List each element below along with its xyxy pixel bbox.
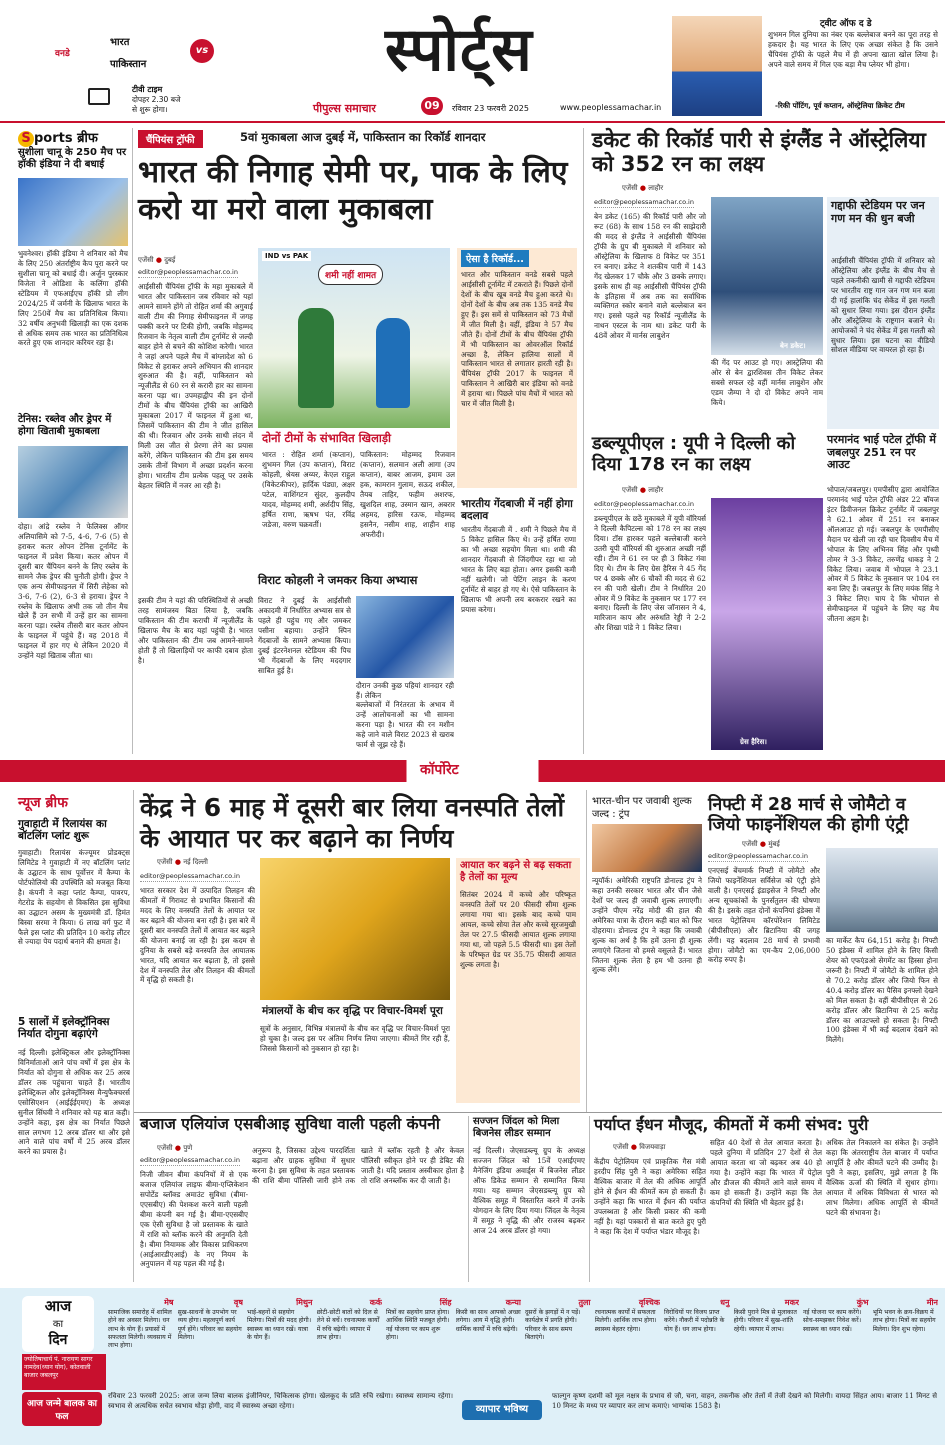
match-team1: भारत — [110, 37, 130, 48]
lead-kicker: 5वां मुकाबला आज दुबई में, पाकिस्तान का रिकॉर्ड शानदार — [240, 130, 486, 144]
brief1-text: भुवनेश्वर। हॉकी इंडिया ने शनिवार को मैच के लिए 250 अंतर्राष्ट्रीय कैप पूरा करने पर सुशीला चानू को बधाई दी। अर्जुन पुरस्कार विजेता ने ओडिशा के कलिंगा हॉकी स्टेडियम में एफआईएच हॉकी प्रो लीग 2024/25 में जर्मनी के खिलाफ भारत के लिए 250वें मैच का प्रतिनिधित्व किया। 32 वर्षीय अनुभवी खिलाड़ी का एक दशक से अधिक समय तक भारत का प्रतिनिधित्व करते हुए एक शानदार करियर रहा है। — [18, 249, 128, 348]
virat-text-1: विराट ने दुबई के आईसीसी अकादमी में निर्धारित अभ्यास सत्र से पहले ही पहुंच गए और जमकर पसीना बहाया। उन्होंने स्पिन गेंदबाजों के सामने अभ्यास किया। दुबई इंटरनेशनल स्टेडियम की पिच भी गेंदबाजों के लिए मददगार साबित हुई है। — [258, 596, 351, 675]
rashi-item — [734, 1298, 800, 1380]
eng-photo — [711, 197, 823, 355]
wpl-photo-caption: ग्रेस हैरिस। — [740, 738, 767, 746]
anthem-text: आईसीसी चैंपियंस ट्रॉफी में शनिवार को ऑस्ट्रेलिया और इंग्लैंड के बीच मैच से पहले तकनीकी खामी से गद्दाफी स्टेडियम पर भारतीय राष्ट्र गान जन गण मन बजा दी गई हालांकि चंद सेकेंड में इस गलती को सुधार लिया गया। इस दौरान इंग्लैंड और ऑस्ट्रेलिया के राष्ट्रगान बजाने थे। आयोजकों ने चंद सेकेंड में इस गलती को सुधार लिया। इस घटना का वीडियो सोशल मीडिया पर वायरल हो रहा है। — [831, 256, 935, 355]
rashi-name: मकर — [784, 1298, 799, 1307]
lead-squad-india: भारत : रोहित शर्मा (कप्तान), शुभमन गिल (उप कप्तान), विराट कोहली, श्रेयस अय्यर, केएल राहुल (विकेटकीपर), हार्दिक पंड्या, अक्षर पटेल, वाशिंगटन सुंदर, कुलदीप यादव, मोहम्मद शमी, अर्शदीप सिंह, हर्षित राणा, ऋषभ पंत, रविंद्र जडेजा, वरुण चक्रवर्ती। — [262, 450, 355, 529]
byline-dot: ● — [174, 1144, 181, 1152]
cartoon-caption: दोनों टीमों के संभावित खिलाड़ी — [262, 431, 391, 445]
nifty-byline-place: मुंबई — [768, 840, 780, 848]
corporate-band-label: कॉर्पोरेट — [420, 762, 459, 778]
rashi-name: तुला — [578, 1298, 591, 1307]
corporate-sub-text: सूत्रों के अनुसार, विभिन्न मंत्रालयों के बीच कर वृद्धि पर विचार-विमर्श पूरा हो चुका है। जल्द इस पर अंतिम निर्णय लिया जाएगा। कीमतें गिर रही हैं, जिससे किसानों को नुकसान हो रहा है। — [260, 1024, 450, 1053]
rashi-item — [108, 1298, 174, 1380]
cartoon-figure-left — [298, 308, 334, 408]
byline-dot: ● — [759, 840, 766, 848]
news-brief-label: न्यूज ब्रीफ — [18, 795, 68, 811]
brief1-photo — [18, 178, 128, 246]
rashi-item — [664, 1298, 730, 1380]
rashi-text: छोटी-छोटी बातों को दिल से लेने से बचें। रचनात्मक कार्यों में रुचि बढ़ेगी। व्यापार में लाभ होगा। — [316, 1308, 380, 1341]
rashi-text: दूसरों के झगड़ों में न पड़ें। कार्यक्षेत्र में प्रगति होगी। परिवार के साथ समय बिताएंगे। — [525, 1308, 581, 1341]
rashi-text: विरोधियों पर विजय प्राप्त करेंगे। नौकरी में पदोन्नति के योग हैं। धन लाभ होगा। — [664, 1308, 725, 1333]
fuel-byline — [613, 1143, 665, 1152]
byline-dot: ● — [630, 1143, 637, 1151]
match-team2: पाकिस्तान — [110, 59, 147, 70]
cartoon-bubble: शमी नहीं शामत — [318, 264, 383, 285]
rashi-name: मीन — [926, 1298, 938, 1307]
col-divider-6 — [589, 1116, 590, 1282]
corporate-band — [0, 760, 945, 782]
nifty-byline-agency: एजेंसी — [742, 840, 758, 848]
byline-dot: ● — [155, 256, 162, 264]
rashi-item — [386, 1298, 452, 1380]
nifty-photo — [826, 848, 938, 932]
news-brief1-text: गुवाहाटी। रिलायंस कंज्यूमर प्रोडक्ट्स लिमिटेड ने गुवाहाटी में नए बॉटलिंग प्लांट के उद्घाटन के साथ पूर्वोत्तर में कैम्पा के पोर्टफोलियो की उपस्थिति को मजबूत किया है। कंपनी ने कहा प्लांट कैम्पा, पावरप, गेटरोड के सहयोग से विकसित इस सुविधा का उद्घाटन असम के मुख्यमंत्री डॉ. हिमंत बिस्वा सरमा ने किया। 6 लाख वर्ग फुट में फैले इस प्लांट की प्रतिदिन 10 करोड़ लीटर से ज्यादा पेय पदार्थ बनाने की क्षमता है। — [18, 848, 130, 947]
cartoon-tag: IND vs PAK — [262, 251, 311, 261]
birthday-label: आज जन्मे बालक का फल — [22, 1392, 102, 1426]
bajaj-email[interactable]: editor@peoplessamachar.co.in — [140, 1156, 240, 1164]
bajaj-byline — [157, 1144, 192, 1153]
rashi-text: मित्रों का सहयोग प्राप्त होगा। आर्थिक स्थिति मजबूत होगी। नई योजना पर काम शुरू होगा। — [386, 1308, 450, 1341]
rashi-name: कर्क — [369, 1298, 382, 1307]
rashi-name: धनु — [720, 1298, 730, 1307]
tv-time-label: टीवी टाइम — [132, 85, 163, 94]
fuel-byline-agency: एजेंसी — [613, 1143, 629, 1151]
wpl-byline-agency: एजेंसी — [622, 486, 638, 494]
nifty-text: एनएसई बेंचमार्क निफ्टी में जोमैटो और जियो फाइनेंशियल सर्विसेज को एंट्री होने वाली है। एनएसई इंडाइसेज ने निफ्टी और अन्य सूचकांकों के पुनर्संतुलन की घोषणा की है। इसके तहत दोनों कंपनियां इंडेक्स में भारत पेट्रोलियम कॉरपोरेशन लिमिटेड (बीपीसीएल) और ब्रिटानिया की जगह लेंगी। यह बदलाव 28 मार्च से प्रभावी होगा। जोमैटो का एम-कैप 2,06,000 करोड़ रुपए है। — [708, 866, 820, 965]
wpl-email[interactable]: editor@peoplessamachar.co.in — [594, 500, 694, 508]
lead-byline-agency: एजेंसी — [138, 256, 154, 264]
business-label: व्यापार भविष्य — [462, 1400, 542, 1420]
page-number — [421, 97, 443, 115]
horoscope-label-ka: का — [52, 1319, 64, 1330]
lead-headline: भारत की निगाह सेमी पर, पाक के लिए करो या मरो वाला मुकाबला — [138, 155, 568, 227]
tweet-author: -रिकी पोंटिंग, पूर्व कप्तान, ऑस्ट्रेलिया क्रिकेट टीम — [775, 101, 905, 110]
rashi-item — [525, 1298, 591, 1380]
tweet-label: ट्वीट ऑफ द डे — [820, 19, 872, 29]
eng-text: बेन डकेट (165) की रिकॉर्ड पारी और जो रूट (68) के साथ 158 रन की साझेदारी की मदद से इंग्लैंड ने आईसीसी चैंपियंस ट्रॉफी के ग्रुप बी मुकाबले में शनिवार को ऑस्ट्रेलिया के खिलाफ 8 विकेट पर 351 रन बनाए। डकेट ने शतकीय पारी में 143 गेंद खेलकर 17 चौके और 3 छक्के लगाए। इसके साथ ही वह आईसीसी चैंपियंस ट्रॉफी के इतिहास में अब तक का सर्वाधिक व्यक्तिगत स्कोर बनाने वाले बल्लेबाज बन गए। इससे पहले यह रिकॉर्ड न्यूजीलैंड के नाथन एस्टल के नाम था। डकेट पारी के 48वें ओवर में मार्नस लाबुशेन — [594, 212, 706, 341]
col-divider-1 — [132, 128, 133, 754]
eng-email[interactable]: editor@peoplessamachar.co.in — [594, 198, 694, 206]
news-brief2-text: नई दिल्ली। इलेक्ट्रिकल और इलेक्ट्रॉनिक्स विनिर्माताओं आने पांच वर्षों में इस क्षेत्र के निर्यात को दोगुना से अधिक कर 25 अरब डॉलर तक पहुंचाना चाहते हैं। भारतीय इलेक्ट्रिकल और इलेक्ट्रॉनिक्स मैन्युफैक्चरर्स एसोसिएशन (आईईईएमए) के अध्यक्ष सुनील सिंघवी ने शनिवार को यह बात कही। उन्होंने कहा, इस क्षेत्र का निर्यात पिछले साल लगभग 12 अरब डॉलर था और इसे आने वाले पांच वर्षों में 25 अरब डॉलर करने का प्रयास है। — [18, 1048, 130, 1157]
wpl-headline: डब्ल्यूपीएल : यूपी ने दिल्ली को दिया 178 रन का लक्ष्य — [592, 433, 796, 475]
bajaj-headline: बजाज एलियांज एसबीआइ सुविधा वाली पहली कंपनी — [140, 1115, 440, 1133]
issue-date: रविवार 23 फरवरी 2025 — [452, 104, 529, 113]
masthead — [0, 0, 945, 122]
corporate-lead-byline — [157, 858, 208, 867]
rashi-name: वृष — [233, 1298, 243, 1307]
rashi-name: सिंह — [439, 1298, 452, 1307]
astrologer-credit: ज्योतिषाचार्य पं. नारायण सागर नामदेव(ध्यान योग), कोतवाली बाजार जबलपुर — [22, 1354, 106, 1390]
horoscope-label-aaj: आज — [44, 1297, 72, 1315]
sports-brief-label — [18, 128, 98, 147]
rashi-name: कन्या — [505, 1298, 521, 1307]
rashi-name: वृश्चिक — [638, 1298, 660, 1307]
jindal-headline: सज्जन जिंदल को मिला बिजनेस लीडर सम्मान — [473, 1116, 560, 1139]
rashi-item — [247, 1298, 313, 1380]
sports-brief-s: S — [18, 131, 34, 147]
byline-dot: ● — [639, 486, 646, 494]
fuel-text-2: सहित 40 देशों से तेल आयात करता है। पहले दुनिया में प्रतिदिन 27 देशों से तेल आयात करता था जो बढ़कर अब 40 हो गया है। उन्होंने कहा कि भारत में पेट्रोल और डीजल की कीमतें आने वाले समय में कम हो सकती हैं। उन्होंने कहा कि तेल कंपनियों की स्थिति भी बेहतर हुई है। — [710, 1138, 822, 1207]
record-text: भारत और पाकिस्तान वनडे सबसे पहले आईसीसी टूर्नामेंट में टकराते हैं। पिछले दोनों देशों के बीच खूब वनडे मैच हुआ करते थे। दोनों देशों के बीच अब तक 135 वनडे मैच हुए हैं। इस समें से पाकिस्तान को 73 मैचों में जीत मिली है। वहीं, इंडिया ने 57 मैच जीते हैं। दोनों टीमों के बीच चैंपियंस ट्रॉफी में भी पाकिस्तान का ओवरऑल रिकॉर्ड अच्छा है, लेकिन हालिया सालों में पाकिस्तान भारत से लगातार हारती रही है। चैंपियंस ट्रॉफी 2017 के फाइनल में पाकिस्तान ने आखिरी बार इंडिया को वनडे में हराया था। पिछले पांच मैचों में भारत को चार में जीत मिली है। — [461, 270, 573, 409]
corporate-lead-place: नई दिल्ली — [183, 858, 208, 866]
lead-email[interactable]: editor@peoplessamachar.co.in — [138, 268, 238, 276]
brief2-text: दोहा। आंद्रे रब्लेव ने फेलिक्स ऑगर अलियासिमे को 7-5, 4-6, 7-6 (5) से हराकर कतर ओपन टेनिस टूर्नामेंट के फाइनल में प्रवेश किया। कतर ओपन में दूसरी बार चैंपियन बनने के लिए रब्लेव के सामने जैक ड्रेपर की चुनौती होगी। ड्रेपर ने एक अन्य सेमीफाइनल में सिरी लेहेका को 3-6, 7-6 (2), 6-3 से हराया। ड्रेपर ने रब्लेव के खिलाफ अभी तक जो तीन मैच खेले हैं उन सभी में उन्हें हार का सामना करना पड़ा। रब्लेव तीसरी बार कतर ओपन के फाइनल में पहुंचे हैं। वह 2018 में फाइनल में हार गए थे लेकिन 2020 में उन्होंने यहां खिताब जीता था। — [18, 522, 128, 661]
lead-byline — [138, 256, 175, 265]
parmanand-text: भोपाल/जबलपुर। एमपीसीए द्वारा आयोजित परमानंद भाई पटेल ट्रॉफी अंडर 22 बॉयज इंटर डिवीजनल क्रिकेट टूर्नामेंट में जबलपुर ने 62.1 ओवर में 251 रन बनाकर ऑलआउट हो गई। जबलपुर के एमपीसीए मैदान पर खेली जा रही चार दिवसीय मैच में भोपाल के लिए अभिनव सिंह और पृथ्वी तोमर ने 3-3 विकेट, तरुणेंद्र धाकड़ ने 2 विकेट लिया। जवाब में भोपाल ने 23.1 ओवर में 5 विकेट के नुकसान पर 104 रन बना लिए हैं। जबलपुर के लिए मयंक सिंह ने 3 विकेट लिए। चाय दे कि भोपाल से सेमीफाइनल में पहुंचने के लिए यह मैच जीतना अहम है। — [827, 485, 939, 624]
masthead-rule — [0, 121, 945, 123]
tv-time-value2: से शुरू होगा। — [132, 105, 168, 114]
horoscope-day-label — [22, 1296, 94, 1352]
rashi-item — [595, 1298, 661, 1380]
nifty-text-2: का मार्केट कैप 64,151 करोड़ है। निफ्टी 50 इंडेक्स में शामिल होने के लिए किसी शेयर को एफएंडओ सेगमेंट का हिस्सा होना जरूरी है। निफ्टी में जोमैटो के शामिल होने से 70.2 करोड़ डॉलर और जियो फिन से 40.4 करोड़ डॉलर का पैसिव इनफ्लो देखने को मिल सकता है। वहीं बीपीसीएल से 26 करोड़ डॉलर और ब्रिटानिया से 25 करोड़ डॉलर का आउटफ्लो हो सकता है। निफ्टी 100 इंडेक्स में भी कई बदलाव देखने को मिलेंगे। — [826, 936, 938, 1045]
trump-title: भारत-चीन पर जवाबी शुल्क जल्द : ट्रंप — [592, 796, 692, 820]
website[interactable]: www.peoplessamachar.in — [560, 103, 662, 112]
trump-photo — [592, 824, 702, 872]
eng-byline — [622, 184, 663, 193]
tv-icon — [88, 88, 110, 105]
brief2-photo — [18, 446, 128, 518]
rashi-item — [803, 1298, 869, 1380]
eng-headline: डकेट की रिकॉर्ड पारी से इंग्लैंड ने ऑस्ट्रेलिया को 352 रन का लक्ष्य — [592, 128, 926, 177]
tweet-author-photo — [672, 16, 762, 116]
col-divider-2 — [583, 128, 584, 754]
corporate-lead-agency: एजेंसी — [157, 858, 173, 866]
wpl-photo — [711, 498, 823, 750]
bajaj-text: निजी जीवन बीमा कंपनियों में से एक बजाज एलियांज लाइफ बीमा-एप्लिकेशन सपोर्टेड ब्लॉक्ड अमाउंट सुविधा (बीमा-एएसबीए) की पेशकश करने वाली पहली बीमा कंपनी बन गई है। बीमा-एएसबीए एक ऐसी सुविधा है जो प्रस्तावक के खाते में राशि को ब्लॉक करने की अनुमति देती है। बीमा नियामक और विकास प्राधिकरण (आईआरडीएआई) के नए नियम के अनुपालन में यह पहल की गई है। — [140, 1170, 248, 1269]
rashi-item — [456, 1298, 522, 1380]
col-divider-4 — [586, 790, 587, 1112]
fuel-text-3: अधिक तेल निकालने का संकेत है। उन्होंने कहा कि अंतरराष्ट्रीय तेल बाजार में पर्याप्त आपूर्ति है और कीमतें घटने की उम्मीद है। पुरी ने कहा, इसलिए, मुझे लगता है कि वैश्विक ऊर्जा की स्थिति में सुधार होगा। आयात में अधिक विविधता से भारत को लाभ मिलेगा। अधिक आपूर्ति से कीमतें घटने की संभावना है। — [826, 1138, 938, 1217]
duty-text: सितंबर 2024 में कच्चे और परिष्कृत वनस्पति तेलों पर 20 फीसदी सीमा शुल्क लगाया गया था। इसके बाद कच्चे पाम आयल, कच्चे सोया तेल और कच्चे सूरजमुखी तेल पर 27.5 फीसदी आयात शुल्क लगाया गया था, जो पहले 5.5 फीसदी था। इस तेलों के परिष्कृत ग्रेड पर 35.75 फीसदी आयात शुल्क लगता है। — [460, 890, 576, 969]
page-number-text: 09 — [424, 99, 440, 112]
virat-text-2: बल्लेबाजों में निरंतरता के अभाव में उन्हें आलोचनाओं का भी सामना करना पड़ा है। भारत की रन मशीन कहे जाने वाले विराट 2023 से खराब फार्म से जूझ रहे हैं। — [356, 700, 454, 749]
wpl-text: डब्ल्यूपीएल के छठें मुकाबले में यूपी वॉरियर्स ने दिल्ली कैपिटल्स को 178 रन का लक्ष्य दिया। टॉस हारकर पहले बल्लेबाजी करने उतरी यूपी वॉरियर्स की शुरुआत अच्छी नहीं रही। टीम ने 61 रन पर ही 3 विकेट गंवा दिए थे। टीम के लिए ग्रेस हैरिस ने 45 गेंद पर 4 छक्के और 6 चौकों की मदद से 62 रन की पारी खेली। टीम ने निर्धारित 20 ओवर में 9 विकेट के नुकसान पर 177 रन बनाए। दिल्ली के लिए जेस जॉनासन ने 4, मारिजान काप और अरुंधति रेड्डी ने 2-2 और शिखा पांडे ने 1 विकेट लिया। — [594, 514, 706, 633]
byline-dot: ● — [174, 858, 181, 866]
trump-text: न्यूयॉर्क। अमेरिकी राष्ट्रपति डोनाल्ड ट्रंप ने कहा उनकी सरकार भारत और चीन जैसे देशों पर जल्द ही जवाबी शुल्क लगाएगी। उन्होंने पीएम नरेंद्र मोदी की हाल की अमेरिका यात्रा के दौरान कही बात को फिर दोहराया। डोनाल्ड ट्रंप ने कहा कि जवाबी शुल्क का अर्थ है कि हमें उतना ही शुल्क लगाएंगे जितना वो हमसे वसूलते हैं। भारत जितना शुल्क लेता है हम भी उतना ही शुल्क लेंगे। — [592, 876, 702, 975]
col-divider-3 — [133, 790, 134, 1282]
odi-label: वनडे — [55, 49, 70, 59]
news-brief1-title: गुवाहाटी में रिलायंस का बॉटलिंग प्लांट शुरू — [18, 818, 107, 843]
rashi-name: कुंभ — [856, 1298, 869, 1307]
rashi-text: रचनात्मक कार्यों में सफलता मिलेगी। आर्थिक लाभ होगा। स्वास्थ्य बेहतर रहेगा। — [594, 1308, 657, 1333]
brand-name: पीपुल्स समाचार — [313, 102, 376, 115]
vs-text: vs — [195, 45, 209, 56]
news-brief2-title: 5 सालों में इलेक्ट्रॉनिक्स निर्यात दोगुना बढ़ाएंगे — [18, 1016, 110, 1041]
rashi-text: भूमि भवन के क्रय-विक्रय में लाभ होगा। मित्रों का सहयोग मिलेगा। दिन शुभ रहेगा। — [872, 1308, 936, 1333]
duty-title: आयात कर बढ़ने से बढ़ सकता है तेलों का मूल्य — [460, 860, 572, 883]
bowling-title: भारतीय गेंदबाजी में नहीं होगा बदलाव — [461, 498, 573, 523]
rashi-text: किसी का साथ आपको अच्छा लगेगा। आय में वृद्धि होगी। धार्मिक कार्यों में रुचि बढ़ेगी। — [455, 1308, 521, 1333]
rashi-text: भाई-बहनों से सहयोग मिलेगा। मित्रों की मदद होगी। स्वास्थ्य का ध्यान रखें। यात्रा के योग हैं। — [247, 1308, 312, 1341]
col-divider-5 — [468, 1116, 469, 1282]
lower-row-rule — [134, 1112, 942, 1113]
rashi-item — [873, 1298, 939, 1380]
tweet-text: शुभमन गिल दुनिया का नंबर एक बल्लेबाज बनने का पूरा तरह से हकदार है। यह भारत के लिए एक अच्छा संकेत है कि उसने चैंपियंस ट्रॉफी के पहले मैच में ही अपना खाता खोल लिया है। अपने वाले समय में गिल एक बड़ा मैच प्लेयर भी होगा। — [768, 30, 938, 70]
wpl-byline — [622, 486, 663, 495]
tv-time-value: दोपहर 2.30 बजे — [132, 95, 181, 104]
rashi-text: नई योजना पर काम करेंगे। सोच-समझकर निवेश करें। स्वास्थ्य का ध्यान रखें। — [803, 1308, 862, 1333]
rashi-item — [317, 1298, 383, 1380]
corporate-sub-headline: मंत्रालयों के बीच कर वृद्धि पर विचार-विमर्श पूरा — [262, 1005, 443, 1017]
lead-tag: चैंपियंस ट्रॉफी — [138, 130, 203, 148]
bajaj-byline-agency: एजेंसी — [157, 1144, 173, 1152]
eng-photo-caption: बेन डकेट। — [780, 342, 806, 350]
rashi-name: मेष — [164, 1298, 174, 1307]
virat-caption: दौरान उनकी कुछ पहियां शानदार रही हैं। लेकिन — [356, 681, 454, 699]
byline-dot: ● — [639, 184, 646, 192]
corporate-lead-text: भारत सरकार देश में उत्पादित तिलहन की कीमतों में गिरावट से प्रभावित किसानों की मदद के लिए वनस्पति तेलों के आयात पर कर बढ़ाने की योजना बना रही है। इस बारे में दूसरी बार वनस्पति तेलों में आयात कर बढ़ाने की योजना बनाई जा रही है। इस कदम से दुनिया के सबसे बड़े वनस्पति तेल आयातक भारत, यदि आयात कर बढ़ाता है, तो इससे देश में वनस्पति तेल और तिलहन की कीमतों में वृद्धि हो सकती है। — [140, 886, 255, 985]
corporate-lead-headline: केंद्र ने 6 माह में दूसरी बार लिया वनस्पति तेलों के आयात पर कर बढ़ाने का निर्णय — [140, 793, 565, 854]
fuel-headline: पर्याप्त ईंधन मौजूद, कीमतों में कमी संभव: पुरी — [594, 1115, 869, 1134]
virat-photo — [356, 596, 454, 678]
rashi-text: सुख-साधनों के उपभोग पर व्यय होगा। महत्वपूर्ण कार्य पूर्ण होंगे। परिवार का सहयोग मिलेगा। — [177, 1308, 242, 1341]
record-title: ऐसा है रिकॉर्ड... — [461, 250, 529, 267]
rashi-text: किसी पुराने मित्र से मुलाकात होगी। परिवार में सुख-शांति रहेगी। व्यापार में लाभ। — [733, 1308, 797, 1333]
cartoon-figure-right — [376, 318, 410, 408]
lead-byline-place: दुबई — [164, 256, 176, 264]
fuel-byline-place: विजयवाड़ा — [639, 1143, 666, 1151]
nifty-byline — [742, 840, 780, 849]
lead-squad-pak: पाकिस्तान: मोहम्मद रिजवान (कप्तान), सलमान अली आगा (उप कप्तान), बाबर आजम, इमाम उल हक, कामरान गुलाम, सऊद शकील, तैयब ताहिर, फहीम अशरफ, खुशदिल शाह, उस्मान खान, अबरार अहमद, हारिस रऊफ, मोहम्मद हसनैन, नसीम शाह, शाहीन शाह अफरीदी। — [360, 450, 455, 539]
brief2-title: टेनिस: रब्लेव और ड्रेपर में होगा खिताबी मुकाबला — [18, 414, 112, 437]
bajaj-text-2: अनुरूप है, जिसका उद्देश्य पारदर्शिता बढ़ाना और ग्राहक सुविधा में सुधार करना है। इस सुविधा के तहत प्रस्तावक की राशि बीमा पॉलिसी जारी होने तक खाते में ब्लॉक रहती है और केवल पॉलिसी स्वीकृत होने पर ही डेबिट की जाती है। यदि प्रस्ताव अस्वीकार होता है तो राशि अनब्लॉक कर दी जाती है। — [252, 1146, 464, 1185]
rashi-name: मिथुन — [296, 1298, 313, 1307]
bajaj-byline-place: पुणे — [183, 1144, 193, 1152]
oil-photo — [260, 858, 450, 1000]
horoscope-label-din: दिन — [48, 1332, 68, 1348]
lead-cartoon — [258, 248, 450, 428]
fuel-text: केंद्रीय पेट्रोलियम एवं प्राकृतिक गैस मंत्री हरदीप सिंह पुरी ने कहा अमेरिका सहित वैश्विक बाजार में तेल की अधिक आपूर्ति होने से ईंधन की कीमतें कम हो सकती हैं। उन्होंने कहा कि भारत में ईंधन की पर्याप्त उपलब्धता है और किसी प्रकार की कमी नहीं है। यहां पत्रकारों से बात करते हुए पुरी ने कहा कि देश में पर्याप्त भंडार मौजूद है। — [594, 1157, 706, 1236]
anthem-title: गद्दाफी स्टेडियम पर जन गण मन की धुन बजी — [831, 199, 925, 225]
corporate-lead-email[interactable]: editor@peoplessamachar.co.in — [140, 872, 240, 880]
brief1-title: सुशीला चानू के 250 मैच पर हॉकी इंडिया ने दी बधाई — [18, 147, 127, 170]
rashi-item — [178, 1298, 244, 1380]
eng-text-2: की गेंद पर आउट हो गए। आस्ट्रेलिया की ओर से बेन द्वारशिवस तीन विकेट लेकर सबसे सफल रहे वहीं मार्नस लाबुशेन और एडम जैम्पा ने दो दो विकेट अपने नाम किये। — [711, 358, 823, 407]
bowling-text: भारतीय गेंदबाजी में . शमी ने पिछले मैच में 5 विकेट हासिल किए थे। उन्हें हर्षित राणा का भी अच्छा सहयोग मिला था। शमी की शानदार गेंदबाजी से जिंदगीपर रहा था जो भारत के लिए बड़ा होता। अगर इसकी कमी नहीं खलेगी। जो पेटिंग लाइन के करण टूर्नामेंट से बाहर हो गए थे। ऐसे पाकिस्तान के खिलाफ भी अपनी लय बरकरार रखने का प्रयास करेगा। — [461, 525, 576, 614]
birthday-text: रविवार 23 फरवरी 2025: आज जन्म लिया बालक इंजीनियर, चिकित्सक होगा। खेलकूद के प्रति रुचि रखेगा। स्वास्थ्य सामान्य रहेगा। स्वभाव से अत्यधिक सचेत स्वभाव थोड़ा होगी, वाद में स्वास्थ्य अच्छा रहेगा। — [108, 1392, 453, 1410]
jindal-text: नई दिल्ली। जेएसडब्ल्यू ग्रुप के अध्यक्ष सज्जन जिंदल को 15वें एआईएमए मैनेजिंग इंडिया अवार्ड्स में बिजनेस लीडर ऑफ डिकेड सम्मान से सम्मानित किया गया। यह सम्मान जेएसडब्ल्यू ग्रुप को वैश्विक समूह में विस्तारित करने में उनके योगदान के लिए दिया गया। जिंदल के नेतृत्व में समूह ने वृद्धि की और राजस्व बढ़कर आज 24 अरब डॉलर हो गया। — [473, 1146, 585, 1235]
rashi-text: सामाजिक समारोह में शामिल होने का अवसर मिलेगा। धन लाभ के योग हैं। प्रयासों में सफलता मिलेगी। व्यवसाय में लाभ होगा। — [108, 1308, 172, 1350]
nifty-email[interactable]: editor@peoplessamachar.co.in — [708, 852, 808, 860]
lead-body-2: इसकी टीम ने यहां की परिस्थितियों से अच्छी तरह सामंजस्य बिठा लिया है, जबकि पाकिस्तान की टीम कराची में न्यूजीलैंड के खिलाफ मैच के बाद यहां पहुंची है। भारत और पाकिस्तान की टीम जब आमने-सामने होती हैं तो खिलाड़ियों पर काफी दबाव होता है। — [138, 596, 253, 665]
eng-byline-place: लाहौर — [648, 184, 664, 192]
business-text: फाल्गुन कृष्ण दशमी को मूल नक्षत्र के प्रभाव से जौ, चना, वाहन, तकनीक और तेलों में तेजी देखने को मिलेगी। वायदा सिंहत आय। बाजार 11 मिनट से 10 मिनट के मध्य पर व्यापार कर लाभ कमाएं। भाग्यांक 1583 है। — [552, 1392, 937, 1410]
parmanand-headline: परमानंद भाई पटेल ट्रॉफी में जबलपुर 251 रन पर आउट — [827, 433, 936, 472]
eng-byline-agency: एजेंसी — [622, 184, 638, 192]
vs-badge — [190, 39, 214, 63]
wpl-byline-place: लाहौर — [648, 486, 664, 494]
nifty-headline: निफ्टी में 28 मार्च से जोमैटो व जियो फाइनेंशियल की होगी एंट्री — [708, 795, 909, 836]
virat-title: विराट कोहली ने जमकर किया अभ्यास — [258, 573, 418, 587]
section-title: स्पोर्ट्स — [385, 15, 533, 85]
lead-body-1: आईसीसी चैंपियंस ट्रॉफी के महा मुकाबले में भारत और पाकिस्तान जब रविवार को यहां आमने सामने होंगे तो रोहित शर्मा की अगुवाई वाली टीम की निगाह सेमीफाइनल में जगह पक्की करने पर टिकी होगी, जबकि मोहम्मद रिजवान के नेतृत्व वाली टीम टूर्नामेंट से जल्दी बाहर होने से बचने की कोशिश करेगी। भारत ने जहां अपने पहले मैच में बांग्लादेश को 6 विकेट से हराकर अपने अभियान की शानदार शुरुआत की है। वहीं, पाकिस्तान को न्यूजीलैंड से 60 रन से करारी हार का सामना करना पड़ा था। उपमहाद्वीप की इन दोनों टीमों के बीच चैंपियंस ट्रॉफी का आखिरी मुकाबला 2017 में फाइनल में हुआ था, जिसमें पाकिस्तान की टीम ने जीत हासिल की थी। रिजवान और उनके साथी लंदन में मिली उस जीत से प्रेरणा लेने का प्रयास करेंगे, लेकिन पाकिस्तान की टीम इस समय उसके तीनों विभाग में अच्छा प्रदर्शन करना होगा। भारतीय टीम प्रत्येक पहलू पर उसके बेहतर स्थिति में नजर आ रही है। — [138, 282, 253, 490]
sports-brief-rest: ports ब्रीफ — [34, 131, 98, 146]
